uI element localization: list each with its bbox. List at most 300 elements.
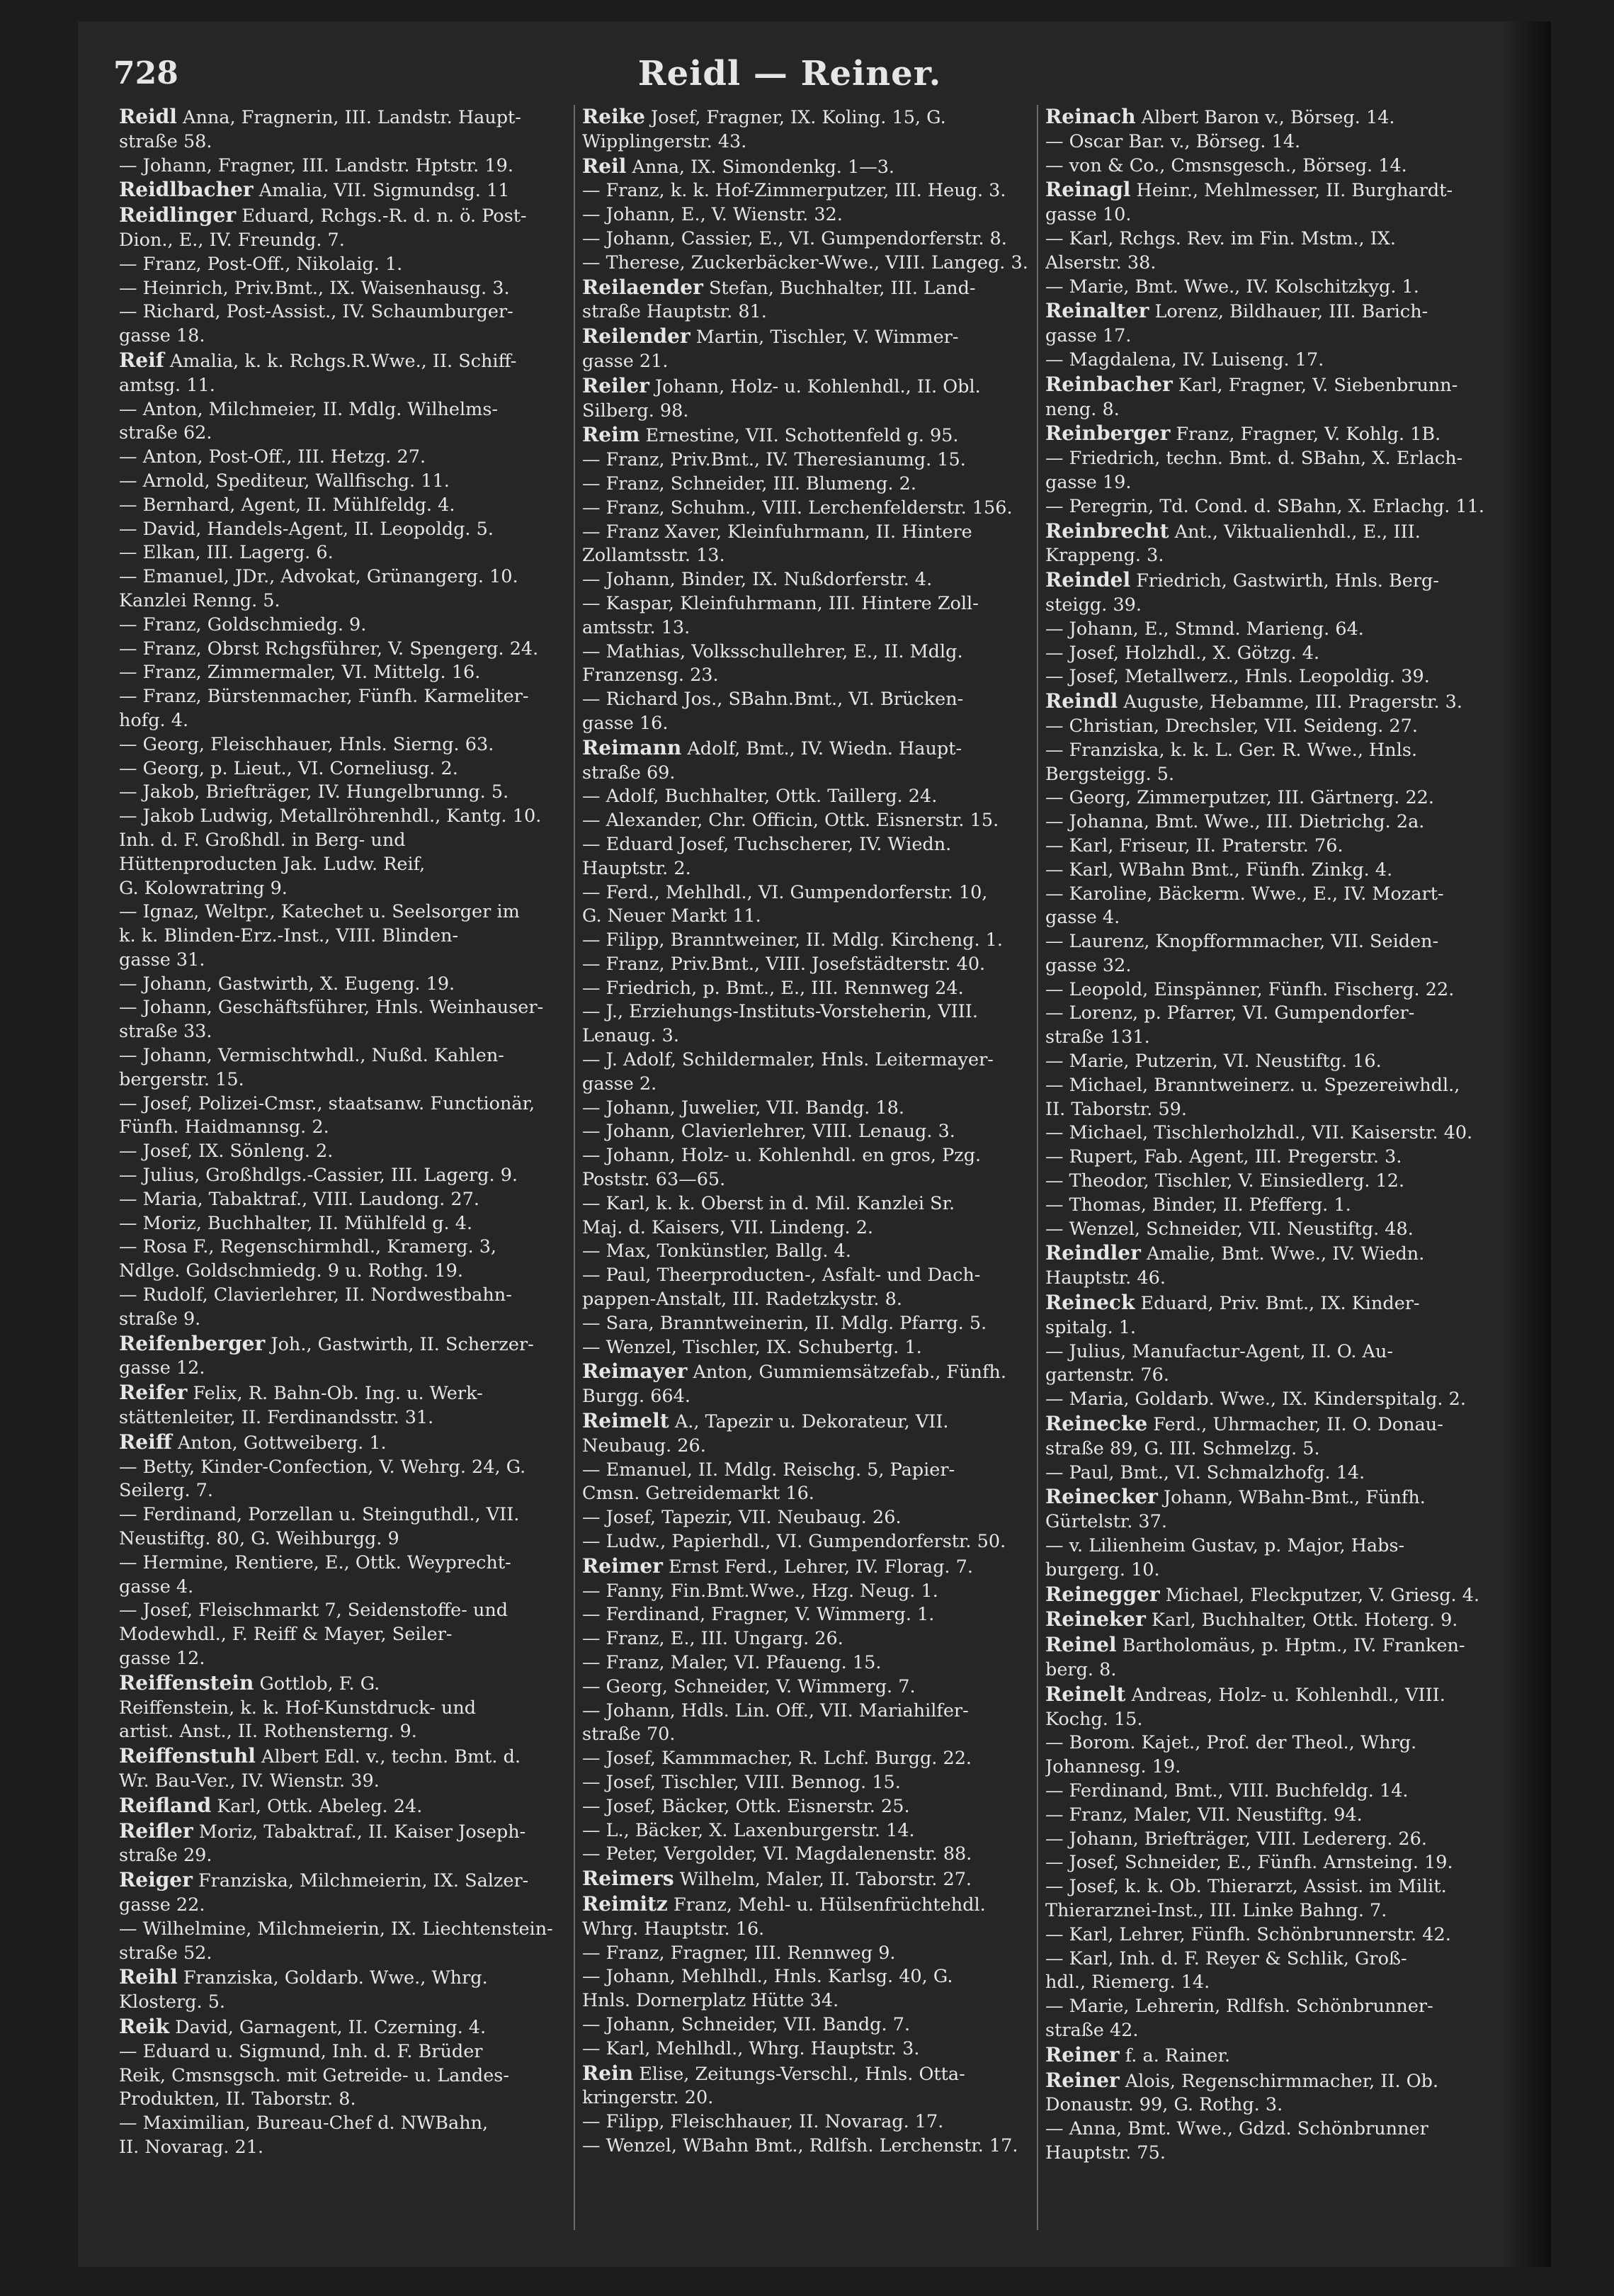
- entry-text: f. a. Rainer.: [1125, 2045, 1231, 2066]
- entry-text: — Hermine, Rentiere, E., Ottk. Weyprecht-: [119, 1551, 511, 1573]
- entry-text: — Karl, WBahn Bmt., Fünfh. Zinkg. 4.: [1045, 859, 1393, 881]
- entry-text: — Friedrich, techn. Bmt. d. SBahn, X. Erlach-: [1045, 448, 1463, 470]
- entry-text: — Josef, Tapezir, VII. Neubaug. 26.: [582, 1507, 902, 1529]
- entry-text: gasse 4.: [119, 1576, 194, 1597]
- entry-text: gasse 19.: [1045, 471, 1132, 493]
- entry-text: — Marie, Putzerin, VI. Neustiftg. 16.: [1045, 1051, 1382, 1073]
- directory-line: [582, 1336, 1031, 1360]
- directory-line: [582, 1530, 1031, 1554]
- entry-text: — Karl, Rchgs. Rev. im Fin. Mstm., IX.: [1045, 227, 1397, 249]
- entry-text: — Michael, Branntweinerz. u. Spezereiwhdl.,: [1045, 1074, 1460, 1096]
- entry-text: gasse 32.: [1045, 954, 1132, 976]
- surname-heading: Reidlbacher: [119, 178, 254, 202]
- entry-text: Ferd., Uhrmacher, II. O. Donau-: [1153, 1414, 1443, 1436]
- directory-line: [1045, 1633, 1496, 1658]
- entry-text: straße 70.: [582, 1724, 676, 1746]
- entry-text: — Josef, Schneider, E., Fünfh. Arnsteing. 19.: [1045, 1852, 1453, 1874]
- entry-text: — Josef, Metallwerz., Hnls. Leopoldig. 39.: [1045, 666, 1430, 688]
- surname-heading: Reindler: [1045, 1241, 1141, 1265]
- directory-line: [582, 857, 1031, 881]
- directory-line: [1045, 1923, 1496, 1947]
- directory-line: [582, 1482, 1031, 1506]
- entry-text: — Franz, E., III. Ungarg. 26.: [582, 1628, 843, 1650]
- directory-line: [1045, 1388, 1496, 1412]
- entry-text: Wr. Bau-Ver., IV. Wienstr. 39.: [119, 1770, 380, 1792]
- entry-text: hofg. 4.: [119, 709, 189, 731]
- surname-heading: Reinbrecht: [1045, 519, 1169, 543]
- directory-line: [582, 881, 1031, 905]
- entry-text: — Franz Xaver, Kleinfuhrmann, II. Hintere: [582, 521, 972, 543]
- entry-text: Hauptstr. 75.: [1045, 2142, 1166, 2164]
- entry-text: k. k. Blinden-Erz.-Inst., VIII. Blinden-: [119, 925, 459, 947]
- entry-text: — Johann, Briefträger, VIII. Ledererg. 26.: [1045, 1828, 1427, 1850]
- entry-text: Fünfh. Haidmannsg. 2.: [119, 1116, 329, 1138]
- directory-line: [119, 229, 568, 253]
- directory-line: [1045, 930, 1496, 954]
- entry-text: — Franz, Priv.Bmt., VIII. Josefstädterstr. 40.: [582, 953, 986, 975]
- entry-text: Seilerg. 7.: [119, 1480, 214, 1502]
- directory-line: [119, 1456, 568, 1480]
- entry-text: — Julius, Großhdlgs.-Cassier, III. Lagerg. 9.: [119, 1165, 518, 1187]
- entry-text: Karl, Fragner, V. Siebenbrunn-: [1178, 374, 1458, 396]
- directory-line: [582, 1120, 1031, 1144]
- entry-text: — Moriz, Buchhalter, II. Mühlfeld g. 4.: [119, 1212, 473, 1234]
- directory-line: [582, 1747, 1031, 1771]
- directory-line: [119, 781, 568, 805]
- entry-text: Eduard, Priv. Bmt., IX. Kinder-: [1140, 1293, 1420, 1315]
- directory-line: [1045, 835, 1496, 859]
- directory-line: [582, 251, 1031, 276]
- directory-line: [1045, 299, 1496, 324]
- directory-page: [78, 21, 1551, 2267]
- entry-text: Albert Edl. v., techn. Bmt. d.: [261, 1746, 521, 1768]
- directory-line: [1045, 1002, 1496, 1026]
- directory-line: [582, 664, 1031, 688]
- surname-heading: Reimelt: [582, 1409, 669, 1433]
- entry-text: Amalia, k. k. Rchgs.R.Wwe., II. Schiff-: [169, 350, 517, 372]
- entry-text: Franziska, Milchmeierin, IX. Salzer-: [198, 1870, 529, 1892]
- directory-line: [582, 1651, 1031, 1675]
- entry-text: burgerg. 10.: [1045, 1559, 1160, 1580]
- directory-line: [582, 1000, 1031, 1024]
- entry-text: — Heinrich, Priv.Bmt., IX. Waisenhausg. 3.: [119, 277, 510, 299]
- surname-heading: Reidl: [119, 105, 177, 128]
- directory-line: [582, 1918, 1031, 1942]
- entry-text: Stefan, Buchhalter, III. Land-: [708, 277, 976, 299]
- directory-line: [582, 1048, 1031, 1073]
- entry-text: — Eduard u. Sigmund, Inh. d. F. Brüder: [119, 2040, 483, 2062]
- entry-text: Auguste, Hebamme, III. Pragerstr. 3.: [1123, 691, 1462, 713]
- directory-line: [119, 709, 568, 733]
- directory-line: [119, 1284, 568, 1308]
- directory-line: [119, 638, 568, 662]
- surname-heading: Reilaender: [582, 275, 703, 299]
- directory-line: [119, 277, 568, 301]
- directory-line: [119, 1381, 568, 1406]
- directory-line: [119, 1430, 568, 1456]
- directory-line: [582, 2013, 1031, 2037]
- directory-line: [1045, 130, 1496, 154]
- directory-line: [119, 1212, 568, 1236]
- entry-text: gasse 18.: [119, 325, 205, 347]
- directory-line: [119, 374, 568, 398]
- directory-line: [119, 1092, 568, 1116]
- entry-text: Krappeng. 3.: [1045, 545, 1164, 567]
- directory-line: [582, 105, 1031, 130]
- directory-line: [582, 1216, 1031, 1240]
- directory-line: [1045, 1364, 1496, 1388]
- directory-line: [119, 805, 568, 829]
- directory-line: [119, 1697, 568, 1721]
- entry-text: — Georg, Fleischhauer, Hnls. Sierng. 63.: [119, 733, 494, 755]
- directory-line: [1045, 1121, 1496, 1146]
- entry-text: Martin, Tischler, V. Wimmer-: [695, 327, 959, 349]
- entry-text: — Rupert, Fab. Agent, III. Pregerstr. 3.: [1045, 1146, 1402, 1168]
- surname-heading: Reimayer: [582, 1359, 688, 1384]
- directory-line: [1045, 1412, 1496, 1437]
- directory-line: [119, 949, 568, 973]
- directory-line: [119, 1868, 568, 1894]
- surname-heading: Reiffenstein: [119, 1670, 254, 1695]
- surname-heading: Reifenberger: [119, 1331, 266, 1355]
- entry-text: gasse 4.: [1045, 907, 1120, 929]
- entry-text: — Johann, Fragner, III. Landstr. Hptstr. 19.: [119, 154, 513, 176]
- entry-text: — Alexander, Chr. Officin, Ottk. Eisnerstr. 15.: [582, 810, 999, 832]
- directory-line: [1045, 1316, 1496, 1340]
- directory-line: [1045, 2019, 1496, 2043]
- entry-text: Maj. d. Kaisers, VII. Lindeng. 2.: [582, 1216, 874, 1238]
- entry-text: Anton, Gottweiberg. 1.: [177, 1432, 387, 1454]
- directory-line: [119, 2112, 568, 2136]
- entry-text: — Kaspar, Kleinfuhrmann, III. Hintere Zoll-: [582, 592, 979, 614]
- directory-line: [582, 1795, 1031, 1819]
- directory-line: [582, 1989, 1031, 2013]
- entry-text: Klosterg. 5.: [119, 1991, 226, 2013]
- entry-text: Inh. d. F. Großhdl. in Berg- und: [119, 829, 406, 851]
- entry-text: spitalg. 1.: [1045, 1316, 1137, 1338]
- entry-text: — Ludw., Papierhdl., VI. Gumpendorferstr. 50.: [582, 1531, 1006, 1553]
- directory-line: [119, 1819, 568, 1845]
- entry-text: — Mathias, Volksschullehrer, E., II. Mdlg.: [582, 640, 963, 662]
- surname-heading: Reiff: [119, 1430, 172, 1454]
- directory-line: [1045, 324, 1496, 349]
- directory-line: [582, 154, 1031, 180]
- directory-line: [582, 521, 1031, 545]
- entry-text: — Franz, Goldschmiedg. 9.: [119, 613, 367, 635]
- entry-text: — Peter, Vergolder, VI. Magdalenenstr. 88.: [582, 1843, 972, 1865]
- directory-line: [1045, 1559, 1496, 1583]
- entry-text: Heinr., Mehlmesser, II. Burghardt-: [1136, 180, 1453, 202]
- entry-text: gasse 12.: [119, 1648, 205, 1669]
- directory-line: [119, 349, 568, 374]
- entry-text: — Ferdinand, Fragner, V. Wimmerg. 1.: [582, 1604, 935, 1626]
- directory-line: [582, 1168, 1031, 1192]
- entry-text: kringerstr. 20.: [582, 2087, 714, 2109]
- entry-text: — Johann, E., V. Wienstr. 32.: [582, 204, 843, 226]
- entry-text: — Friedrich, p. Bmt., E., III. Rennweg 24.: [582, 977, 964, 999]
- entry-text: Andreas, Holz- u. Kohlenhdl., VIII.: [1131, 1684, 1445, 1706]
- entry-text: — Franz, Schuhm., VIII. Lerchenfelderstr. 156.: [582, 497, 1013, 519]
- surname-heading: Reinberger: [1045, 422, 1171, 446]
- entry-text: — Franz, Priv.Bmt., IV. Theresianumg. 15.: [582, 449, 966, 471]
- directory-line: [582, 374, 1031, 400]
- entry-text: — Bernhard, Agent, II. Mühlfeldg. 4.: [119, 494, 455, 516]
- directory-line: [119, 1527, 568, 1551]
- directory-line: [582, 544, 1031, 568]
- surname-heading: Reimitz: [582, 1891, 668, 1916]
- directory-line: [1045, 763, 1496, 787]
- directory-line: [582, 929, 1031, 953]
- directory-line: [119, 2015, 568, 2040]
- entry-text: Adolf, Bmt., IV. Wiedn. Haupt-: [687, 737, 962, 759]
- surname-heading: Reimers: [582, 1867, 674, 1891]
- surname-heading: Reinegger: [1045, 1582, 1160, 1606]
- entry-text: — Johann, Mehlhdl., Hnls. Karlsg. 40, G.: [582, 1966, 953, 1988]
- surname-heading: Reiler: [582, 373, 649, 397]
- directory-line: [119, 470, 568, 494]
- directory-line: [582, 1409, 1031, 1435]
- entry-text: — Georg, Zimmerputzer, III. Gärtnerg. 22.: [1045, 787, 1435, 809]
- surname-heading: Reinalter: [1045, 299, 1149, 323]
- entry-text: — von & Co., Cmsnsgesch., Börseg. 14.: [1045, 154, 1407, 176]
- entry-text: — Josef, Tischler, VIII. Bennog. 15.: [582, 1771, 901, 1793]
- entry-text: Ernst Ferd., Lehrer, IV. Florag. 7.: [669, 1556, 973, 1578]
- entry-text: Moriz, Tabaktraf., II. Kaiser Joseph-: [198, 1821, 526, 1843]
- entry-text: — Josef, Polizei-Cmsr., staatsanw. Functionär,: [119, 1092, 535, 1114]
- surname-heading: Reimann: [582, 735, 682, 759]
- entry-text: straße 29.: [119, 1845, 212, 1867]
- directory-line: [119, 757, 568, 781]
- entry-text: — Therese, Zuckerbäcker-Wwe., VIII. Langeg. 3.: [582, 251, 1028, 273]
- directory-line: [1045, 2043, 1496, 2069]
- directory-line: [582, 2134, 1031, 2159]
- entry-text: — Johann, Hdls. Lin. Off., VII. Mariahilfer-: [582, 1700, 969, 1721]
- directory-line: [1045, 1098, 1496, 1122]
- directory-line: [119, 1188, 568, 1212]
- entry-text: — Franz, Maler, VI. Pfaueng. 15.: [582, 1652, 882, 1673]
- entry-text: gasse 16.: [582, 712, 669, 734]
- entry-text: — Paul, Bmt., VI. Schmalzhofg. 14.: [1045, 1461, 1365, 1483]
- surname-heading: Reike: [582, 105, 645, 128]
- entry-text: — Wenzel, Tischler, IX. Schubertg. 1.: [582, 1336, 922, 1358]
- entry-text: Reiffenstein, k. k. Hof-Kunstdruck- und: [119, 1697, 477, 1719]
- entry-text: Neubaug. 26.: [582, 1435, 706, 1457]
- directory-line: [1045, 1780, 1496, 1804]
- directory-line: [1045, 1683, 1496, 1708]
- directory-line: [1045, 1050, 1496, 1074]
- surname-heading: Reifland: [119, 1793, 212, 1817]
- directory-line: [1045, 978, 1496, 1002]
- entry-text: — Franz, Bürstenmacher, Fünfh. Karmeliter-: [119, 686, 529, 708]
- directory-line: [582, 1700, 1031, 1724]
- entry-text: — Karl, Lehrer, Fünfh. Schönbrunnerstr. 42.: [1045, 1923, 1451, 1945]
- directory-line: [1045, 739, 1496, 763]
- entry-text: — Julius, Manufactur-Agent, II. O. Au-: [1045, 1340, 1393, 1362]
- entry-text: — Franz, Obrst Rchgsführer, V. Spengerg. 24.: [119, 638, 539, 660]
- entry-text: Bartholomäus, p. Hptm., IV. Franken-: [1122, 1635, 1465, 1657]
- directory-line: [1045, 786, 1496, 810]
- entry-text: Kochg. 15.: [1045, 1708, 1143, 1730]
- surname-heading: Reik: [119, 2014, 170, 2038]
- entry-text: Elise, Zeitungs-Verschl., Hnls. Otta-: [639, 2063, 965, 2085]
- directory-line: [582, 809, 1031, 833]
- entry-text: Karl, Buchhalter, Ottk. Hoterg. 9.: [1151, 1610, 1458, 1631]
- surname-heading: Reilender: [582, 324, 691, 349]
- entry-text: Amalie, Bmt. Wwe., IV. Wiedn.: [1146, 1243, 1425, 1265]
- directory-line: [1045, 642, 1496, 666]
- directory-line: [119, 733, 568, 757]
- directory-line: [582, 1144, 1031, 1168]
- directory-line: [119, 1894, 568, 1918]
- entry-text: Wipplingerstr. 43.: [582, 130, 747, 152]
- directory-line: [1045, 1146, 1496, 1170]
- entry-text: gartenstr. 76.: [1045, 1364, 1169, 1386]
- directory-line: [119, 300, 568, 324]
- entry-text: — Johann, Cassier, E., VI. Gumpendorferstr. 8.: [582, 227, 1007, 249]
- entry-text: Johann, Holz- u. Kohlenhdl., II. Obl.: [655, 375, 981, 397]
- entry-text: Alserstr. 38.: [1045, 251, 1156, 273]
- directory-line: [582, 2110, 1031, 2134]
- entry-text: Ndlge. Goldschmiedg. 9 u. Rothg. 19.: [119, 1260, 463, 1282]
- entry-text: — Wenzel, WBahn Bmt., Rdlfsh. Lerchenstr. 17.: [582, 2134, 1018, 2156]
- entry-text: — Franz, k. k. Hof-Zimmerputzer, III. Heug. 3.: [582, 180, 1006, 202]
- entry-text: — Karoline, Bäckerm. Wwe., E., IV. Mozart-: [1045, 883, 1444, 905]
- entry-text: Karl, Ottk. Abeleg. 24.: [217, 1795, 423, 1817]
- directory-line: [1045, 1026, 1496, 1050]
- directory-line: [582, 1580, 1031, 1604]
- entry-text: — Rosa F., Regenschirmhdl., Kramerg. 3,: [119, 1236, 497, 1258]
- directory-line: [1045, 810, 1496, 835]
- entry-text: — Johann, E., Stmnd. Marieng. 64.: [1045, 618, 1364, 640]
- entry-text: gasse 17.: [1045, 325, 1132, 347]
- entry-text: pappen-Anstalt, III. Radetzkystr. 8.: [582, 1289, 902, 1311]
- entry-text: — Richard Jos., SBahn.Bmt., VI. Brücken-: [582, 689, 964, 711]
- entry-text: — Ignaz, Weltpr., Katechet u. Seelsorger im: [119, 901, 520, 923]
- surname-heading: Reiger: [119, 1868, 193, 1892]
- directory-line: [1045, 1851, 1496, 1875]
- directory-line: [119, 1671, 568, 1697]
- directory-line: [582, 1506, 1031, 1530]
- directory-line: [1045, 1828, 1496, 1852]
- directory-line: [119, 2040, 568, 2064]
- directory-line: [1045, 618, 1496, 642]
- directory-line: [119, 877, 568, 901]
- directory-line: [582, 712, 1031, 736]
- entry-text: straße 131.: [1045, 1027, 1150, 1048]
- entry-text: Cmsn. Getreidemarkt 16.: [582, 1483, 814, 1505]
- surname-heading: Reiffenstuhl: [119, 1744, 256, 1768]
- directory-line: [1045, 1755, 1496, 1780]
- entry-text: Hnls. Dornerplatz Hütte 34.: [582, 1990, 839, 2012]
- entry-text: — Johann, Vermischtwhdl., Nußd. Kahlen-: [119, 1045, 504, 1067]
- surname-heading: Reifer: [119, 1381, 188, 1405]
- entry-text: — Maximilian, Bureau-Chef d. NWBahn,: [119, 2113, 489, 2134]
- entry-text: — Johanna, Bmt. Wwe., III. Dietrichg. 2a.: [1045, 811, 1425, 833]
- directory-line: [119, 924, 568, 949]
- entry-text: Wilhelm, Maler, II. Taborstr. 27.: [679, 1869, 972, 1891]
- directory-line: [119, 1479, 568, 1503]
- entry-text: — Jakob Ludwig, Metallröhrenhdl., Kantg. 10.: [119, 805, 542, 827]
- entry-text: II. Novarag. 21.: [119, 2136, 264, 2158]
- directory-line: [119, 1942, 568, 1966]
- directory-line: [582, 1385, 1031, 1409]
- directory-line: [582, 905, 1031, 929]
- directory-line: [582, 1965, 1031, 1989]
- directory-line: [119, 973, 568, 997]
- entry-text: — Maria, Goldarb. Wwe., IX. Kinderspitalg. 2.: [1045, 1389, 1466, 1410]
- entry-text: straße 69.: [582, 762, 676, 784]
- directory-line: [119, 1140, 568, 1164]
- directory-line: [582, 350, 1031, 374]
- directory-line: [119, 105, 568, 130]
- directory-line: [1045, 1731, 1496, 1755]
- entry-text: Alois, Regenschirmmacher, II. Ob.: [1125, 2070, 1439, 2092]
- directory-line: [1045, 568, 1496, 594]
- directory-line: [1045, 105, 1496, 130]
- entry-text: Zollamtsstr. 13.: [582, 545, 725, 567]
- directory-line: [119, 685, 568, 709]
- entry-text: Lorenz, Bildhauer, III. Barich-: [1154, 301, 1428, 323]
- directory-line: [119, 253, 568, 277]
- column-middle: [576, 105, 1038, 2230]
- directory-line: [1045, 1510, 1496, 1534]
- directory-line: [582, 227, 1031, 251]
- directory-line: [1045, 495, 1496, 519]
- directory-line: [119, 1599, 568, 1623]
- entry-text: hdl., Riemerg. 14.: [1045, 1972, 1210, 1994]
- directory-line: [582, 276, 1031, 301]
- directory-line: [119, 1044, 568, 1068]
- directory-line: [119, 2064, 568, 2088]
- directory-line: [1045, 1658, 1496, 1683]
- entry-text: — Filipp, Branntweiner, II. Mdlg. Kircheng. 1.: [582, 929, 1003, 951]
- entry-text: — Arnold, Spediteur, Wallfischg. 11.: [119, 470, 450, 492]
- directory-line: [582, 1723, 1031, 1747]
- entry-text: — Johann, Holz- u. Kohlenhdl. en gros, Pzg.: [582, 1145, 982, 1167]
- surname-heading: Reim: [582, 423, 640, 447]
- entry-text: — Franz, Maler, VII. Neustiftg. 94.: [1045, 1804, 1363, 1826]
- entry-text: — Josef, IX. Sönleng. 2.: [119, 1141, 334, 1163]
- directory-line: [582, 592, 1031, 616]
- directory-line: [582, 1240, 1031, 1264]
- entry-text: Ernestine, VII. Schottenfeld g. 95.: [645, 425, 959, 447]
- directory-line: [582, 1603, 1031, 1627]
- directory-line: [1045, 227, 1496, 251]
- surname-heading: Reimer: [582, 1554, 663, 1578]
- entry-text: — Ferdinand, Porzellan u. Steinguthdl., VII.: [119, 1504, 520, 1526]
- entry-text: G. Kolowratring 9.: [119, 877, 288, 899]
- directory-line: [1045, 544, 1496, 568]
- entry-text: straße Hauptstr. 81.: [582, 301, 767, 323]
- entry-text: Poststr. 63—65.: [582, 1169, 726, 1191]
- directory-line: [119, 1844, 568, 1868]
- entry-text: — Johann, Binder, IX. Nußdorferstr. 4.: [582, 569, 933, 591]
- directory-line: [1045, 1194, 1496, 1218]
- entry-text: stättenleiter, II. Ferdinandsstr. 31.: [119, 1407, 434, 1429]
- directory-line: [119, 1503, 568, 1527]
- entry-text: — Max, Tonkünstler, Ballg. 4.: [582, 1240, 851, 1262]
- directory-line: [119, 1647, 568, 1671]
- entry-text: — Emanuel, JDr., Advokat, Grünangerg. 10.: [119, 566, 518, 588]
- directory-line: [119, 1770, 568, 1794]
- entry-text: — Josef, k. k. Ob. Thierarzt, Assist. im Milit.: [1045, 1876, 1447, 1898]
- directory-line: [582, 423, 1031, 448]
- entry-text: Albert Baron v., Börseg. 14.: [1141, 107, 1395, 128]
- directory-line: [119, 1794, 568, 1819]
- surname-heading: Reinel: [1045, 1633, 1117, 1657]
- directory-line: [119, 1332, 568, 1357]
- directory-line: [1045, 1583, 1496, 1608]
